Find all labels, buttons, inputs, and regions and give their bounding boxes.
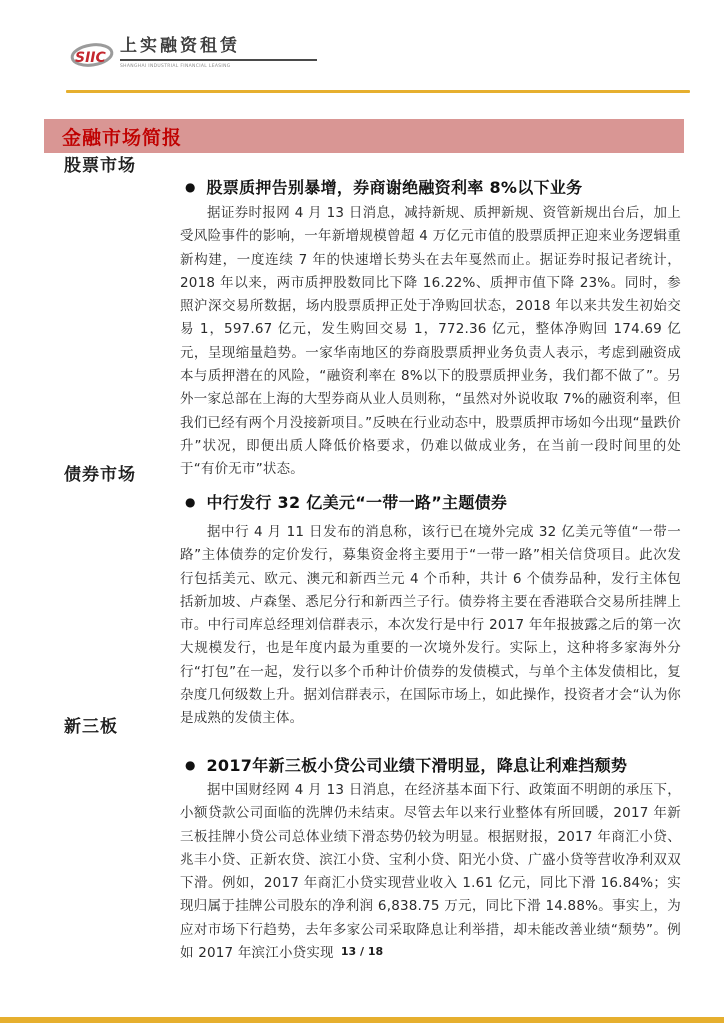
headline-text: 2017年新三板小贷公司业绩下滑明显，降息让利难挡颓势 [206, 756, 628, 775]
section-label-new-third-board: 新三板 [64, 717, 118, 737]
siic-logo-icon [70, 40, 114, 76]
bullet-icon: ● [185, 180, 196, 194]
footer-gold-bar [0, 1017, 724, 1023]
headline-bond-market [185, 492, 690, 513]
section-label-stock-market: 股票市场 [64, 156, 136, 176]
headline-stock-market [185, 177, 690, 198]
company-logo [70, 36, 317, 76]
logo-text [120, 36, 317, 72]
paragraph-bond-market: 据中行 4 月 11 日发布的消息称，该行已在境外完成 32 亿美元等值“一带一路”主体债券的定价发行，募集资金将主要用于“一带一路”相关信贷项目。此次发行包括美元、欧元、澳元和新西兰元 4 个币种，共计 6 个债券品种，发行主体包括新加坡、卢森堡、悉尼分行和新西兰子行。债券将主要在香港联合交易所挂牌上市。中行司库总经理刘信群表示，本次发行是中行 2017 年年报披露之后的第一次大规模发行，也是年度内最为重要的一次境外发行。实际上，这种将多家海外分行“打包”在一起，发行以多个币种计价债券的发债模式，与单个主体发债相比，复杂度几何级数上升。据刘信群表示，在国际市场上，如此操作，投资者才会“认为你是成熟的发债主体。 [180, 524, 681, 727]
paragraph-stock-market: 据证券时报网 4 月 13 日消息，减持新规、质押新规、资管新规出台后，加上受风险事件的影响，一年新增规模曾超 4 万亿元市值的股票质押正迎来业务逻辑重新构建，一度连续 7 年的快速增长势头在去年戛然而止。据证券时报记者统计，2018 年以来，两市质押股数同比下降 16.22%、质押市值下降 23%。同时，参照沪深交易所数据，场内股票质押正处于净购回状态，2018 年以来共发生初始交易 1，597.67 亿元，发生购回交易 1，772.36 亿元，整体净购回 174.69 亿元，呈现缩量趋势。一家华南地区的券商股票质押业务负责人表示，考虑到融资成本与质押潜在的风险，“融资利率在 8%以下的股票质押业务，我们都不做了”。另外一家总部在上海的大型券商从业人员则称，“虽然对外说收取 7%的融资利率，但我们已经有两个月没接新项目。”反映在行业动态中，股票质押市场如今出现“量跌价升”状况，即便出质人降低价格要求，仍难以做成业务，在当前一段时间里的处于“有价无市”状态。 [180, 205, 681, 478]
bullet-icon: ● [185, 495, 196, 509]
company-name-cn: 上实融资租赁 [120, 36, 317, 61]
headline-new-third-board [185, 755, 690, 776]
svg-text:SIIC: SIIC [75, 50, 106, 66]
section-label-bond-market: 债券市场 [64, 465, 136, 485]
banner-title: 金融市场简报 [62, 126, 183, 149]
company-name-en: SHANGHAI INDUSTRIAL FINANCIAL LEASING [120, 63, 231, 69]
section-banner [44, 119, 684, 153]
headline-text: 中行发行 32 亿美元“一带一路”主题债券 [206, 493, 508, 512]
paragraph-new-third-board: 据中国财经网 4 月 13 日消息，在经济基本面下行、政策面不明朗的承压下，小额贷款公司面临的洗牌仍未结束。尽管去年以来行业整体有所回暖，2017 年新三板挂牌小贷公司总体业绩下滑态势仍较为明显。根据财报，2017 年商汇小贷、兆丰小贷、正新农贷、滨江小贷、宝利小贷、阳光小贷、广盛小贷等营收净利双双下滑。例如，2017 年商汇小贷实现营业收入 1.61 亿元，同比下滑 16.84%；实现归属于挂牌公司股东的净利润 6,838.75 万元，同比下滑 14.88%。事实上，为应对市场下行趋势，去年多家公司采取降息让利举措，却未能改善业绩“颓势”。例如 2017 年滨江小贷实现 [180, 782, 681, 962]
page-number: 13 / 18 [340, 945, 384, 958]
headline-text: 股票质押告别暴增，券商谢绝融资利率 8%以下业务 [206, 178, 583, 197]
bullet-icon: ● [185, 758, 196, 772]
header-gold-rule [66, 90, 690, 93]
